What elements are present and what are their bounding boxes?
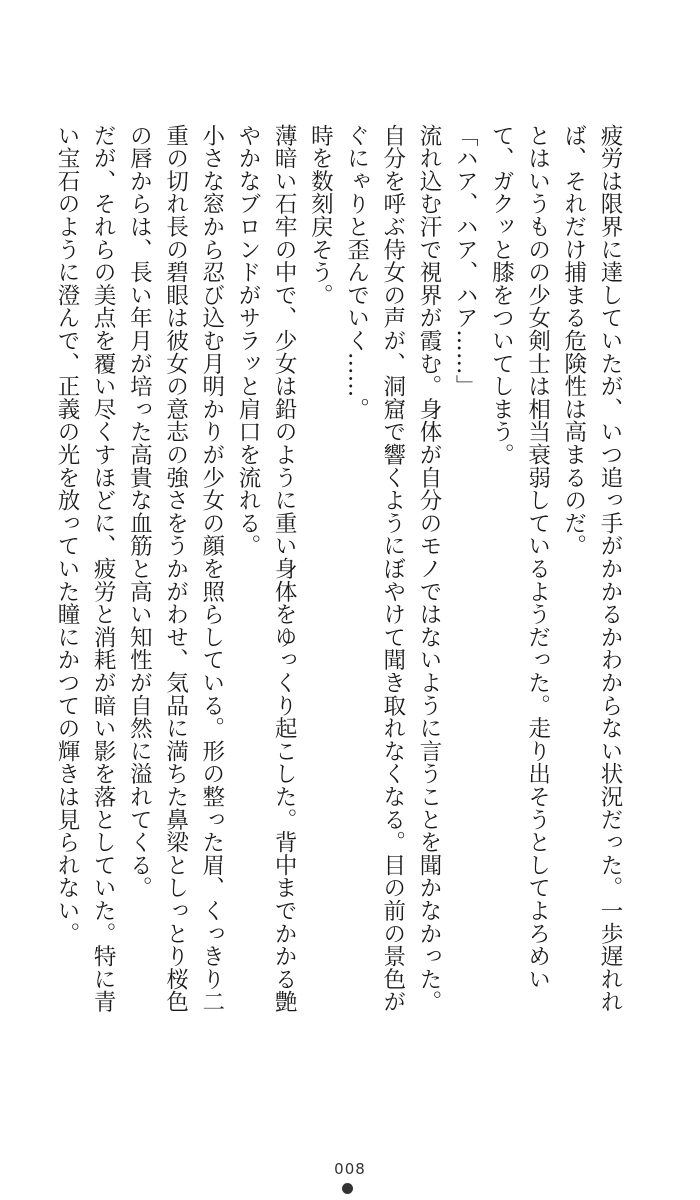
page-number: 008 bbox=[334, 1160, 366, 1178]
paragraph-5: 時を数刻戻そう。 bbox=[307, 124, 334, 307]
paragraph-7: 小さな窓から忍び込む月明かりが少女の顔を照らしている。形の整った眉、くっきり二重の切れ長の碧眼は彼女の意志の強さをうかがわせ、気品に満ちた鼻梁としっとり桜色の唇からは、長い年月が培った高貴な血筋と高い知性が自然に溢れてくる。 bbox=[126, 124, 225, 1014]
paragraph-2: とはいうものの少女剣士は相当衰弱しているようだった。走り出そうとしてよろめいて、ガクッと膝をついてしまう。 bbox=[488, 124, 551, 991]
paragraph-8: だが、それらの美点を覆い尽くすほどに、疲労と消耗が暗い影を落としていた。特に青い宝石のように澄んで、正義の光を放っていた瞳にかつての輝きは見られない。 bbox=[53, 124, 117, 1014]
paragraph-4: 流れ込む汗で視界が霞む。身体が自分のモノではないように言うことを聞かなかった。自分を呼ぶ侍女の声が、洞窟で響くようにぼやけて聞き取れなくなる。目の前の景色がぐにゃりと歪んでいく……。 bbox=[343, 124, 442, 1014]
paragraph-6: 薄暗い石牢の中で、少女は鉛のように重い身体をゆっくり起こした。背中までかかる艶やかなブロンドがサラッと肩口を流れる。 bbox=[234, 124, 298, 1014]
dot-ornament-icon bbox=[342, 1183, 353, 1194]
paragraph-1: 疲労は限界に達していたが、いつ追っ手がかかるかわからない状況だった。一歩遅れれば、それだけ捕まる危険性は高まるのだ。 bbox=[560, 124, 623, 1014]
vertical-body-text bbox=[53, 124, 628, 1034]
paragraph-3: 「ハア、ハア、ハア……」 bbox=[452, 124, 479, 398]
